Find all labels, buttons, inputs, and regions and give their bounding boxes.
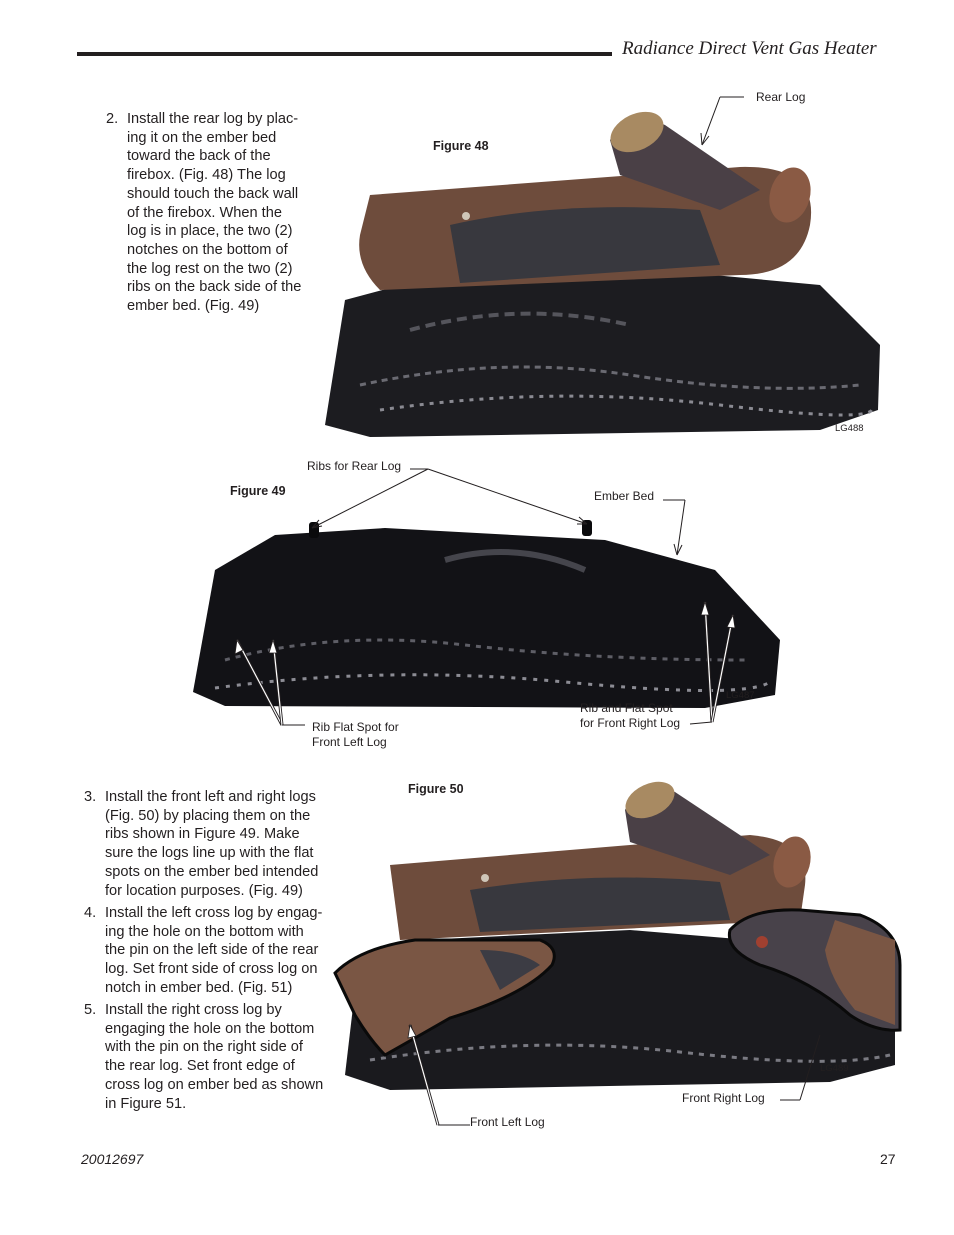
figure-49-label: Figure 49 [230,484,286,498]
callout-rear-log: Rear Log [756,90,806,104]
callout-front-left-log: Front Left Log [470,1115,545,1129]
figure-49-code: LG487 [726,690,755,701]
figure-50-illustration [330,770,905,1130]
figure-48-illustration [300,85,890,445]
page-header-title: Radiance Direct Vent Gas Heater [622,38,877,59]
step-number: 4. [84,905,97,921]
figure-50-label: Figure 50 [408,782,464,796]
figure-48-code: LG488 [835,423,864,434]
step-3 [84,788,344,903]
step-2 [106,110,326,320]
step-number: 2. [106,111,119,127]
step-number: 5. [84,1002,97,1018]
callout-front-right-log: Front Right Log [682,1091,765,1105]
figure-48-label: Figure 48 [433,139,489,153]
footer-doc-number: 20012697 [81,1151,144,1167]
header-rule [77,52,612,56]
step-text: Install the front left and right logs (Fig. 50) by placing them on the ribs shown in Figure 49. Make sure the logs line up with the flat spots on the ember bed intended for location purposes. (Fig. 49) [105,789,319,899]
callout-ember-bed: Ember Bed [594,489,655,503]
callout-rib-flat-spot-right: Rib and Flat Spot for Front Right Log [580,701,681,730]
callout-ribs-rear-log: Ribs for Rear Log [307,459,402,473]
step-4 [84,904,344,1000]
footer-page-number: 27 [880,1151,896,1167]
figure-49-illustration [185,460,790,750]
step-text: Install the left cross log by engag- ing the hole on the bottom with the pin on the left side of the rear log. Set front side of cross log on notch in ember bed. (Fig. 51) [105,905,323,996]
step-text: Install the rear log by plac- ing it on the ember bed toward the back of the firebox. (Fig. 48) The log should touch the back wall of the firebox. When the log is in place, the two (2) notches on the bottom of the log rest on the two (2) ribs on the back side of the ember bed. (Fig. 49) [127,111,302,315]
step-text: Install the right cross log by engaging the hole on the bottom with the pin on the right side of the rear log. Set front edge of cross log on ember bed as shown in Figure 51. [105,1002,324,1112]
step-number: 3. [84,789,97,805]
step-5 [84,1001,344,1116]
figure-50-code: LG489 [820,1063,849,1074]
callout-rib-flat-spot-left: Rib Flat Spot for Front Left Log [312,720,399,749]
